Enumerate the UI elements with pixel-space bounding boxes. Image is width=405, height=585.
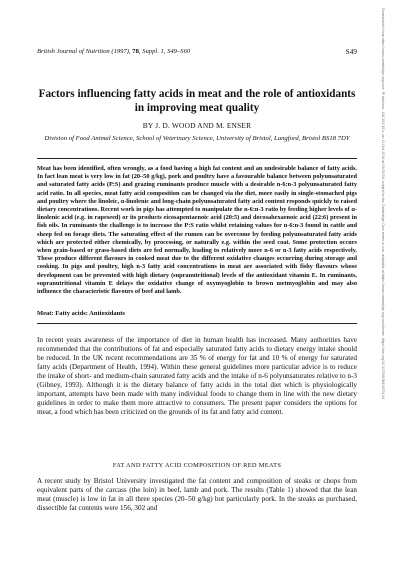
download-sidebar — [378, 0, 398, 585]
affiliation: Division of Food Animal Science, School of Veterinary Science, University of Bristol, Langford, Bristol BS18 7DY — [44, 135, 350, 142]
abstract: Meat has been identified, often wrongly, as a food having a high fat content and an undesirable balance of fatty acids. In fact lean meat is very low in fat (20–50 g/kg), pork and poultry have a favourable balance between polyunsaturated and saturated fatty acids (P:S) and grazing ruminants produce muscle with a desirable n-6:n-3 polyunsaturated fatty acid ratio. In all species, meat fatty acid composition can be changed via the diet, more easily in single-stomached pigs and poultry where the linoleic, α-linolenic and long-chain polyunsaturated fatty acid content responds quickly to raised dietary concentrations. Recent work in pigs has attempted to manipulate the n-6:n-3 ratio by feeding higher levels of α-linolenic acid (e.g. in rapeseed) or its products eicosapentaenoic acid (20:5) and docosahexaenoic acid (22:6) present in fish oils. In ruminants the challenge is to increase the P:S ratio whilst retaining values for n-6:n-3 found in cattle and sheep fed on forage diets. The saturating effect of the rumen can be overcome by feeding polyunsaturated fatty acids which are protected either chemically, by processing, or naturally e.g. within the seed coat. Some protection occurs when grain-based or grass-based diets are fed normally, leading to relatively more n-6 or n-3 fatty acids respectively. These produce different flavours in cooked meat due to the different oxidative changes occurring during storage and cooking. In pigs and poultry, high n-3 fatty acid concentrations in meat are associated with fishy flavours whose development can be prevented with high dietary (supranutritional) levels of the antioxidant vitamin E. In ruminants, supranutritional vitamin E delays the oxidative change of oxymyoglobin to brown metmyoglobin and may also influence the characteristic flavours of beef and lamb. — [37, 165, 357, 296]
journal-name: British Journal of Nutrition — [37, 48, 110, 55]
journal-volume: 78 — [132, 48, 139, 55]
article-title: Factors influencing fatty acids in meat and the role of antioxidants in improving meat quality — [38, 88, 356, 114]
keywords: Meat: Fatty acids: Antioxidants — [37, 310, 125, 317]
intro-paragraph: In recent years awareness of the importance of diet in human health has increased. Many authorities have recommended that the contributions of fat and especially saturated fatty acids to dietary energy intake should be reduced. In the UK recent recommendations are 35 % of energy for fat and 10 % of energy for saturated fatty acids (Department of Health, 1994). Within these general guidelines more particular advice is to reduce the intake of short- and medium-chain saturated fatty acids and the intake of n-6 polyunsaturates relative to n-3 (Gibney, 1993). Although it is the dietary balance of fatty acids in the total diet which is physiologically important, attempts have been made with many individual foods to change them in line with the new dietary guidelines in order to make them more attractive to consumers. The present paper considers the options for meat, a food which has been criticized on the grounds of its fat and fatty acid content. — [37, 336, 357, 417]
abstract-top-rule — [37, 158, 357, 159]
journal-supplement: , Suppl. 1, S49–S60 — [138, 48, 191, 55]
authors: BY J. D. WOOD AND M. ENSER — [142, 121, 252, 130]
section-heading: FAT AND FATTY ACID COMPOSITION OF RED MEATS — [112, 462, 282, 469]
journal-year: (1997), — [111, 48, 131, 55]
page-number: S49 — [345, 47, 357, 56]
abstract-bottom-rule — [37, 323, 357, 324]
journal-citation — [37, 48, 190, 55]
running-header — [37, 48, 357, 60]
section-paragraph: A recent study by Bristol University investigated the fat content and composition of steaks or chops from equivalent parts of the carcass (the loin) in beef, lamb and pork. The results (Table 1) showed that the lean meat (muscle) is low in fat in all three species (20–50 g/kg) but particularly pork. In the steaks as purchased, dissectible fat contents were 156, 302 and — [37, 477, 357, 513]
download-notice: Downloaded from https://www.cambridge.org/core. IP address: 118.193.35.x, on 11 Oct 2018 at 09:35:54, subject to the Cambridge Core terms of use, available at https://www.cambridge.org/core/terms. https://doi.org/10.1079/BJN19970134 — [381, 8, 385, 399]
